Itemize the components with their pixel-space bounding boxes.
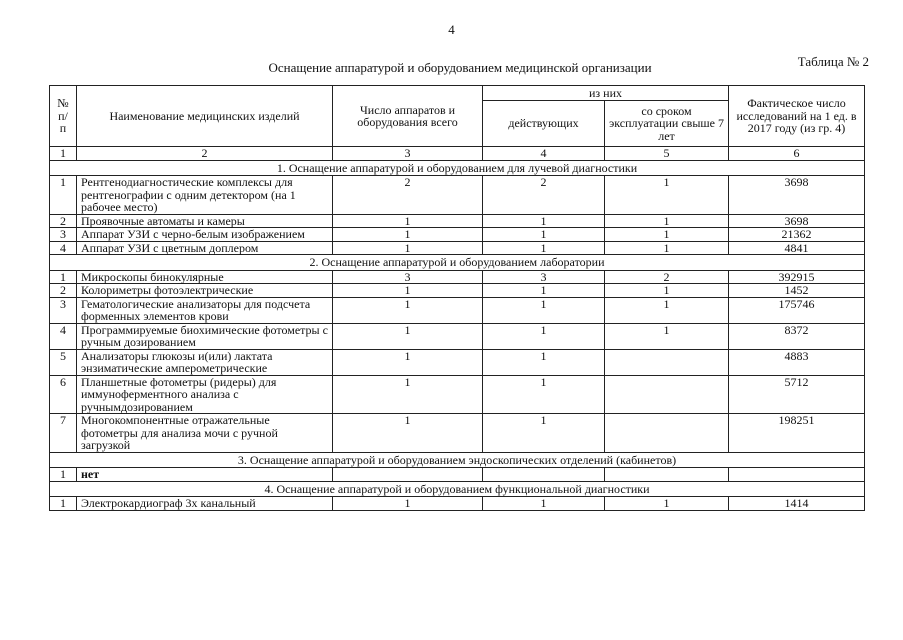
row-total: 1 <box>333 414 483 453</box>
header-total: Число аппаратов и оборудования всего <box>333 86 483 147</box>
section-header-row <box>50 452 865 468</box>
row-studies: 1414 <box>729 497 865 511</box>
table-row <box>50 297 865 323</box>
row-studies: 3698 <box>729 214 865 228</box>
row-total: 1 <box>333 214 483 228</box>
table-row <box>50 323 865 349</box>
column-index: 5 <box>605 147 729 161</box>
row-old: 1 <box>605 176 729 215</box>
document-title: Оснащение аппаратурой и оборудованием медицинской организации <box>268 60 652 75</box>
row-active: 1 <box>483 414 605 453</box>
row-total: 1 <box>333 323 483 349</box>
equipment-table-container <box>49 85 864 511</box>
header-name: Наименование медицинских изделий <box>77 86 333 147</box>
row-active: 3 <box>483 270 605 284</box>
row-old: 1 <box>605 497 729 511</box>
row-studies: 3698 <box>729 176 865 215</box>
row-number: 4 <box>50 323 77 349</box>
row-name: Многокомпонентные отражательные фотометры для анализа мочи с ручной загрузкой <box>77 414 333 453</box>
row-total <box>333 468 483 482</box>
row-studies: 392915 <box>729 270 865 284</box>
table-row <box>50 270 865 284</box>
row-total: 3 <box>333 270 483 284</box>
row-active: 1 <box>483 241 605 255</box>
header-of-them: из них <box>483 86 729 101</box>
column-index-row <box>50 147 865 161</box>
row-name: Гематологические анализаторы для подсчета форменных элементов крови <box>77 297 333 323</box>
row-name: нет <box>77 468 333 482</box>
row-name: Колориметры фотоэлектрические <box>77 284 333 298</box>
column-index: 3 <box>333 147 483 161</box>
row-total: 2 <box>333 176 483 215</box>
row-number: 5 <box>50 349 77 375</box>
row-total: 1 <box>333 297 483 323</box>
section-header-row <box>50 160 865 176</box>
table-body <box>50 160 865 510</box>
column-index: 4 <box>483 147 605 161</box>
row-studies: 21362 <box>729 228 865 242</box>
row-studies: 1452 <box>729 284 865 298</box>
row-active: 1 <box>483 228 605 242</box>
column-index: 1 <box>50 147 77 161</box>
row-number: 2 <box>50 214 77 228</box>
section-title: 4. Оснащение аппаратурой и оборудованием функциональной диагностики <box>50 481 865 497</box>
row-active: 1 <box>483 284 605 298</box>
section-header-row <box>50 481 865 497</box>
row-name: Программируемые биохимические фотометры с ручным дозированием <box>77 323 333 349</box>
row-old <box>605 468 729 482</box>
row-active: 1 <box>483 349 605 375</box>
row-studies: 198251 <box>729 414 865 453</box>
row-active: 1 <box>483 375 605 414</box>
row-name: Микроскопы бинокулярные <box>77 270 333 284</box>
header-number: № п/ п <box>50 86 77 147</box>
row-total: 1 <box>333 497 483 511</box>
table-row <box>50 241 865 255</box>
table-row <box>50 214 865 228</box>
table-label: Таблица № 2 <box>797 54 869 69</box>
row-name: Аппарат УЗИ с черно-белым изображением <box>77 228 333 242</box>
equipment-table <box>49 85 865 511</box>
row-studies: 175746 <box>729 297 865 323</box>
row-old <box>605 375 729 414</box>
row-total: 1 <box>333 228 483 242</box>
table-row <box>50 349 865 375</box>
row-old <box>605 349 729 375</box>
table-row <box>50 228 865 242</box>
row-active <box>483 468 605 482</box>
row-number: 1 <box>50 176 77 215</box>
table-row <box>50 414 865 453</box>
row-active: 1 <box>483 497 605 511</box>
column-index: 2 <box>77 147 333 161</box>
row-number: 7 <box>50 414 77 453</box>
row-studies: 4883 <box>729 349 865 375</box>
table-row <box>50 497 865 511</box>
row-number: 4 <box>50 241 77 255</box>
row-old: 1 <box>605 241 729 255</box>
row-active: 1 <box>483 323 605 349</box>
row-studies: 5712 <box>729 375 865 414</box>
header-active: действующих <box>483 101 605 147</box>
row-name: Электрокардиограф 3х канальный <box>77 497 333 511</box>
row-name: Проявочные автоматы и камеры <box>77 214 333 228</box>
section-title: 2. Оснащение аппаратурой и оборудованием лаборатории <box>50 255 865 271</box>
row-old: 1 <box>605 214 729 228</box>
row-active: 1 <box>483 214 605 228</box>
row-number: 6 <box>50 375 77 414</box>
row-studies: 4841 <box>729 241 865 255</box>
row-old: 1 <box>605 323 729 349</box>
row-total: 1 <box>333 284 483 298</box>
row-number: 1 <box>50 468 77 482</box>
row-name: Аппарат УЗИ с цветным доплером <box>77 241 333 255</box>
row-total: 1 <box>333 349 483 375</box>
row-name: Анализаторы глюкозы и(или) лактата энзиматические амперометрические <box>77 349 333 375</box>
table-row <box>50 284 865 298</box>
section-title: 1. Оснащение аппаратурой и оборудованием для лучевой диагностики <box>50 160 865 176</box>
row-number: 1 <box>50 270 77 284</box>
row-number: 1 <box>50 497 77 511</box>
column-index: 6 <box>729 147 865 161</box>
page-number: 4 <box>448 22 455 37</box>
section-header-row <box>50 255 865 271</box>
row-number: 2 <box>50 284 77 298</box>
row-name: Рентгенодиагностические комплексы для рентгенографии с одним детектором (на 1 рабочее место) <box>77 176 333 215</box>
table-row <box>50 375 865 414</box>
row-old: 2 <box>605 270 729 284</box>
row-total: 1 <box>333 241 483 255</box>
table-row <box>50 176 865 215</box>
section-title: 3. Оснащение аппаратурой и оборудованием эндоскопических отделений (кабинетов) <box>50 452 865 468</box>
table-row <box>50 468 865 482</box>
header-old: со сроком эксплуатации свыше 7 лет <box>605 101 729 147</box>
row-studies: 8372 <box>729 323 865 349</box>
header-studies: Фактическое число исследований на 1 ед. в 2017 году (из гр. 4) <box>729 86 865 147</box>
row-old: 1 <box>605 228 729 242</box>
row-number: 3 <box>50 297 77 323</box>
row-active: 2 <box>483 176 605 215</box>
row-studies <box>729 468 865 482</box>
row-name: Планшетные фотометры (ридеры) для иммуноферментного анализа с ручнымдозированием <box>77 375 333 414</box>
row-active: 1 <box>483 297 605 323</box>
row-old: 1 <box>605 284 729 298</box>
row-number: 3 <box>50 228 77 242</box>
row-total: 1 <box>333 375 483 414</box>
row-old: 1 <box>605 297 729 323</box>
row-old <box>605 414 729 453</box>
